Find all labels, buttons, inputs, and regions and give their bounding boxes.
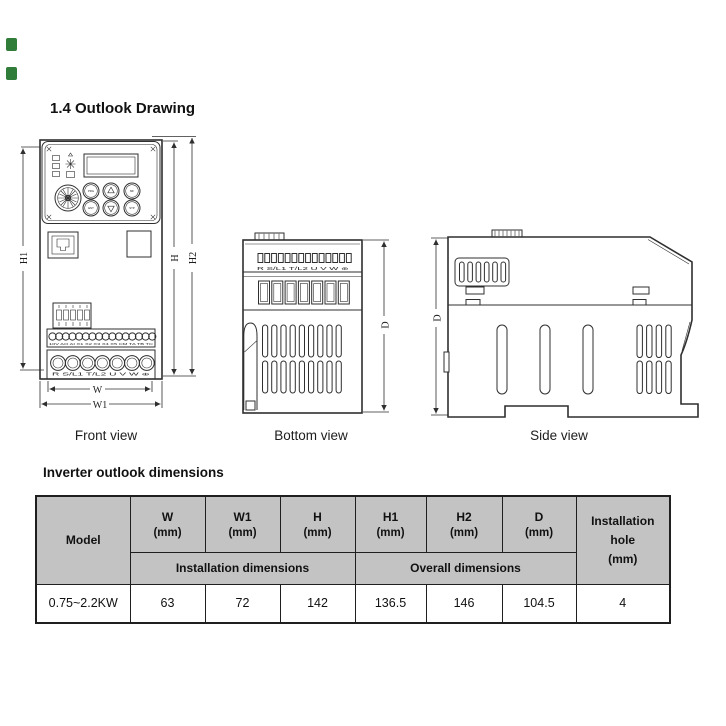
col-header-installation-hole: Installation hole (mm) — [576, 496, 670, 584]
cell-w1: 72 — [205, 584, 280, 623]
power-terminal-labels: R S/L1 T/L2 U V W ⊕ — [52, 371, 150, 377]
prg-label: PRG — [87, 189, 95, 194]
cell-w: 63 — [130, 584, 205, 623]
top-latch — [255, 233, 284, 240]
dim-label-h1: H1 — [19, 251, 30, 265]
col-header-h: H (mm) — [280, 496, 355, 552]
group-overall-dimensions: Overall dimensions — [355, 552, 576, 584]
bottom-terminal-labels: R S/L1 T/L2 U V W ⊕ — [257, 265, 349, 271]
cell-h: 142 — [280, 584, 355, 623]
col-header-h1: H1 (mm) — [355, 496, 426, 552]
ent-label: ENT — [88, 206, 94, 211]
green-edge-mark — [6, 38, 17, 51]
dim-label-d: D — [432, 314, 444, 322]
front-view-drawing — [0, 125, 230, 455]
cell-h1: 136.5 — [355, 584, 426, 623]
bottom-dimensions — [363, 240, 392, 412]
side-body — [448, 237, 698, 417]
dim-label-h: H — [170, 254, 181, 262]
green-edge-mark — [6, 67, 17, 80]
cell-model: 0.75~2.2KW — [36, 584, 130, 623]
dim-label-w: W — [92, 384, 103, 396]
dim-label-w1: W1 — [92, 399, 108, 411]
table-subheader-row — [36, 552, 670, 584]
side-dimensions — [430, 238, 448, 415]
table-data-row — [36, 584, 670, 623]
section-title: 1.4 Outlook Drawing — [50, 100, 196, 117]
dimensions-table — [35, 495, 671, 624]
table-header-row — [36, 496, 670, 552]
cell-hole: 4 — [576, 584, 670, 623]
dim-label-h2: H2 — [188, 251, 199, 265]
col-header-h2: H2 (mm) — [426, 496, 502, 552]
control-terminal-labels: 10V AO AI X1 X2 X3 X4 X5 CM TA TB TC — [49, 342, 153, 346]
stp-label: STP — [129, 206, 135, 211]
cell-h2: 146 — [426, 584, 502, 623]
dim-label-d: D — [380, 321, 392, 329]
bottom-view-drawing — [230, 215, 420, 455]
col-header-model: Model — [36, 496, 130, 584]
potentiometer-knob — [55, 185, 81, 211]
cell-d: 104.5 — [502, 584, 576, 623]
side-view-caption: Side view — [530, 428, 588, 443]
col-header-w1: W1 (mm) — [205, 496, 280, 552]
col-header-d: D (mm) — [502, 496, 576, 552]
col-header-w: W (mm) — [130, 496, 205, 552]
group-installation-dimensions: Installation dimensions — [130, 552, 355, 584]
left-edge-tab — [444, 352, 449, 372]
side-view-drawing — [415, 215, 715, 455]
bottom-view-caption: Bottom view — [274, 428, 348, 443]
mf-label: MF — [129, 189, 135, 194]
table-title: Inverter outlook dimensions — [43, 465, 224, 480]
front-view-caption: Front view — [74, 428, 138, 443]
